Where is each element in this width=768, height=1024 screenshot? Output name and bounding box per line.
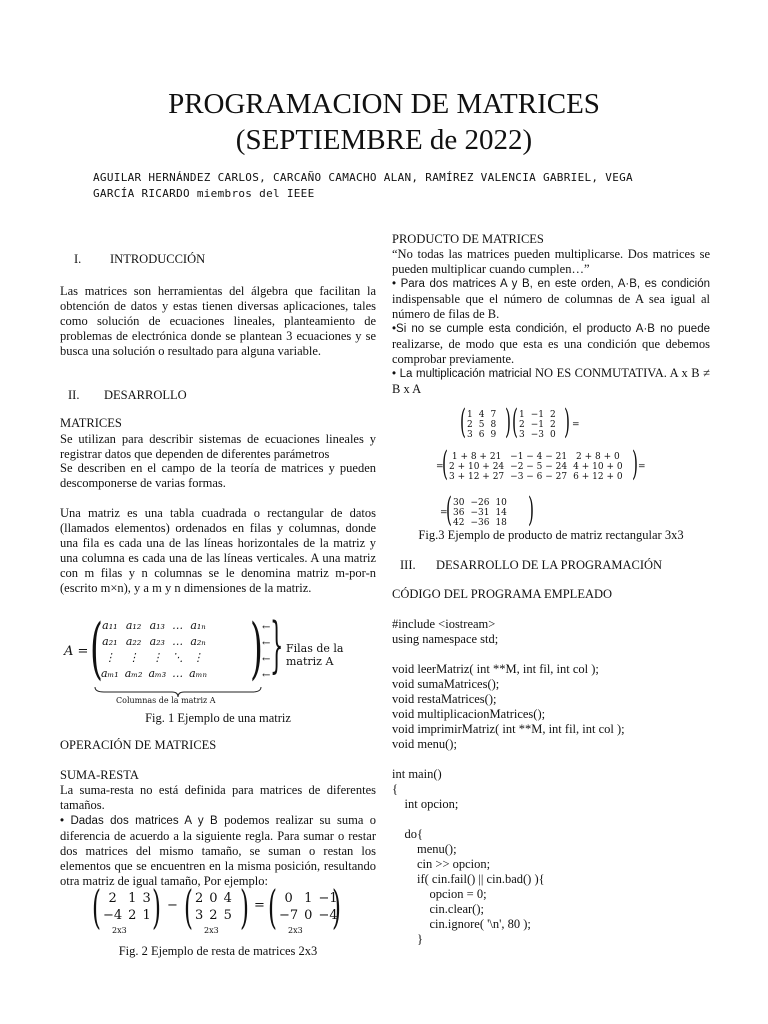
matrix-cell: 8 bbox=[490, 420, 497, 430]
paper-title bbox=[0, 86, 768, 158]
authors-line-2: GARCÍA RICARDO miembros del IEEE bbox=[93, 187, 315, 200]
matrix-row bbox=[100, 890, 154, 907]
section-title: DESARROLLO bbox=[104, 388, 187, 402]
matrix-cell: −4 bbox=[103, 908, 123, 923]
code-listing bbox=[392, 617, 710, 947]
suma-resta-bullet bbox=[60, 813, 376, 889]
matrix-cell: −26 bbox=[470, 498, 490, 508]
code-line: void menu(); bbox=[392, 737, 457, 751]
code-line: cin.clear(); bbox=[392, 902, 484, 916]
left-paren: ( bbox=[184, 880, 193, 934]
matrix-cell: 9 bbox=[490, 430, 497, 440]
section-heading-introduccion bbox=[74, 252, 205, 267]
matrix-cell: −3 bbox=[530, 430, 545, 440]
matrix-cell: 18 bbox=[495, 518, 507, 528]
figure-2-caption: Fig. 2 Ejemplo de resta de matrices 2x3 bbox=[118, 944, 318, 958]
matrix-row bbox=[98, 618, 210, 634]
matrices-paragraph-3: Una matriz es una tabla cuadrada o rectangular de datos (llamados elementos) ordenados en filas y columnas, donde una fila es cada una de las líneas horizontales de la matriz y una columna es cada una de las líneas verticales. A una matriz con m filas y n columnas se le denomina matriz m-por-n (escrito m×n), y a m y n dimensiones de la matriz. bbox=[60, 506, 376, 595]
code-line: using namespace std; bbox=[392, 632, 499, 646]
matrix-row bbox=[450, 518, 510, 528]
matrix-row bbox=[98, 666, 210, 682]
equals-sign: = bbox=[638, 462, 646, 472]
matrix-cell: 2 bbox=[519, 420, 525, 430]
matrix-cell: ⋮ bbox=[104, 651, 116, 664]
matrix-cell: ⋱ bbox=[172, 651, 184, 664]
matrix-cell: 4 + 10 + 0 bbox=[573, 462, 623, 472]
bullet-lead: • La multiplicación matricial bbox=[392, 368, 535, 380]
expansion-matrix bbox=[446, 452, 626, 482]
matrix-cell: 10 bbox=[495, 498, 507, 508]
matrix-cell: 6 bbox=[478, 430, 485, 440]
left-paren: ( bbox=[268, 880, 277, 934]
matrix-row bbox=[98, 634, 210, 650]
bullet-lead: • Dadas dos matrices A y B bbox=[60, 815, 225, 827]
matrix-cell: 2 bbox=[108, 891, 117, 906]
matrix-cell: 5 bbox=[223, 908, 232, 923]
left-paren: ( bbox=[442, 444, 448, 484]
code-line bbox=[392, 647, 710, 662]
matrix-cell: a₂₁ bbox=[102, 635, 118, 648]
matrix-cell: ⋮ bbox=[192, 651, 204, 664]
code-line: #include <iostream> bbox=[392, 617, 496, 631]
figure-1-caption: Fig. 1 Ejemplo de una matriz bbox=[145, 711, 291, 725]
matrix-cell: 3 bbox=[142, 891, 151, 906]
left-paren: ( bbox=[460, 402, 466, 442]
matrix-cell: a₁₃ bbox=[149, 619, 165, 632]
matrix-cell: 4 bbox=[478, 410, 485, 420]
matrix-cell: 3 bbox=[467, 430, 473, 440]
bullet-lead: • Para dos matrices A y B, en este orden, A·B, es condición bbox=[392, 278, 710, 290]
matrix-cell: −31 bbox=[470, 508, 490, 518]
matrix-cell: a₁₁ bbox=[102, 619, 118, 632]
rows-label: Filas de la matriz A bbox=[286, 642, 344, 668]
matrix-cell: a₂₃ bbox=[149, 635, 165, 648]
matrix-row bbox=[446, 472, 626, 482]
section-number: III. bbox=[400, 558, 416, 572]
product-bullet-3 bbox=[392, 366, 710, 397]
matrix-cell: 2 bbox=[467, 420, 473, 430]
code-line: void multiplicacionMatrices(); bbox=[392, 707, 546, 721]
matrix-a-label: A = bbox=[64, 644, 89, 659]
code-line: do{ bbox=[392, 827, 423, 841]
matrix-cell: −36 bbox=[470, 518, 490, 528]
matrix-cell: 1 bbox=[128, 891, 137, 906]
row-arrows: ← ← ← ← bbox=[262, 622, 271, 681]
matrix-cell: 2 bbox=[550, 420, 556, 430]
matrix-row bbox=[464, 430, 499, 440]
matrix-row bbox=[446, 452, 626, 462]
left-paren: ( bbox=[92, 880, 101, 934]
suma-resta-paragraph: La suma-resta no está definida para matrices de diferentes tamaños. bbox=[60, 783, 376, 812]
matrix-row bbox=[464, 410, 499, 420]
matrix-1 bbox=[100, 890, 154, 924]
matrix-2 bbox=[192, 890, 235, 924]
matrix-b bbox=[516, 410, 559, 440]
left-paren: ( bbox=[90, 610, 103, 687]
code-line: menu(); bbox=[392, 842, 457, 856]
bullet-lead: •Si no se cumple esta condición, el producto A·B no puede bbox=[392, 323, 710, 335]
right-paren: ) bbox=[528, 490, 534, 530]
right-paren: ) bbox=[632, 444, 638, 484]
section-heading-programacion bbox=[400, 558, 662, 573]
matrix-cell: 4 bbox=[223, 891, 232, 906]
matrix-cell: 0 bbox=[209, 891, 218, 906]
matrix-cell: 1 + 8 + 21 bbox=[451, 452, 502, 462]
matrix-cell: 2 bbox=[550, 410, 556, 420]
title-line-1: PROGRAMACION DE MATRICES bbox=[168, 88, 600, 120]
section-number: II. bbox=[68, 388, 80, 402]
code-line: void imprimirMatriz( int **M, int fil, int col ); bbox=[392, 722, 625, 736]
matrix-cell: 0 bbox=[284, 891, 293, 906]
dimension-label: 2x3 bbox=[204, 926, 219, 935]
bullet-body: indispensable que el número de columnas de A sea igual al número de filas de B. bbox=[392, 292, 710, 321]
matrix-row bbox=[450, 508, 510, 518]
matrix-cell: 6 + 12 + 0 bbox=[573, 472, 623, 482]
title-line-2: (SEPTIEMBRE de 2022) bbox=[235, 124, 533, 156]
matrix-cell: a₁₂ bbox=[125, 619, 142, 632]
matrix-cell: aₘ₁ bbox=[101, 667, 119, 680]
product-heading: PRODUCTO DE MATRICES bbox=[392, 232, 544, 246]
matrix-row bbox=[192, 907, 235, 924]
matrix-cell: aₘ₂ bbox=[124, 667, 143, 680]
minus-operator: − bbox=[167, 898, 178, 913]
matrix-cell: aₘ₃ bbox=[148, 667, 167, 680]
matrices-paragraph-1: Se utilizan para describir sistemas de ecuaciones lineales y registrar datos que dependen de diferentes parámetros bbox=[60, 432, 376, 461]
figure-1-general-matrix bbox=[64, 610, 364, 708]
code-line: int main() bbox=[392, 767, 442, 781]
matrix-cell: a₂ₙ bbox=[190, 635, 206, 648]
code-line: int opcion; bbox=[392, 797, 459, 811]
author-list bbox=[93, 170, 693, 202]
dimension-label: 2x3 bbox=[288, 926, 303, 935]
right-paren: ) bbox=[332, 880, 341, 934]
code-heading: CÓDIGO DEL PROGRAMA EMPLEADO bbox=[392, 587, 613, 601]
matrix-cell: −2 − 5 − 24 bbox=[510, 462, 568, 472]
code-line: if( cin.fail() || cin.bad() ){ bbox=[392, 872, 545, 886]
equals-sign: = bbox=[254, 898, 265, 913]
matrix-cell: −4 bbox=[318, 908, 338, 923]
dimension-label: 2x3 bbox=[112, 926, 127, 935]
matrix-cell: 3 bbox=[519, 430, 525, 440]
matrix-cell: −1 − 4 − 21 bbox=[510, 452, 568, 462]
matrix-row bbox=[516, 430, 559, 440]
code-line: opcion = 0; bbox=[392, 887, 487, 901]
matrix-cell: 3 + 12 + 27 bbox=[449, 472, 505, 482]
intro-paragraph: Las matrices son herramientas del álgebra que facilitan la obtención de datos y estas tienen diversas aplicaciones, tales como solución de ecuaciones lineales, planteamiento de problemas de electrónica donde se plantean 3 ecuaciones y se busca una solución o resultado para alguna variable. bbox=[60, 284, 376, 358]
figure-3-factors bbox=[460, 402, 660, 442]
figure-3-result bbox=[440, 490, 560, 530]
code-line: cin >> opcion; bbox=[392, 857, 491, 871]
matrix-cell: 2 + 8 + 0 bbox=[576, 452, 620, 462]
bullet-body: podemos realizar su suma o diferencia de acuerdo a la siguiente regla. Para sumar o restar dos matrices del mismo tamaño, se suman o restan los elementos que se encuentren en la misma posición, resultando otra matriz de igual tamaño, Por ejemplo: bbox=[60, 813, 376, 888]
authors-line-1: AGUILAR HERNÁNDEZ CARLOS, CARCAÑO CAMACHO ALAN, RAMÍREZ VALENCIA GABRIEL, VEGA bbox=[93, 171, 633, 184]
matrix-cell: 0 bbox=[304, 908, 313, 923]
matrix-cell: 3 bbox=[195, 908, 204, 923]
left-paren: ( bbox=[512, 402, 518, 442]
figure-3-expansion bbox=[436, 444, 676, 486]
matrix-cell: −1 bbox=[530, 420, 545, 430]
matrix-cell: 2 bbox=[209, 908, 218, 923]
equals-sign: = bbox=[436, 462, 444, 472]
code-line: cin.ignore( '\n', 80 ); bbox=[392, 917, 531, 931]
code-line: } bbox=[392, 932, 423, 946]
matrix-row bbox=[276, 890, 341, 907]
matrix-row bbox=[516, 420, 559, 430]
right-paren: ) bbox=[250, 610, 263, 687]
matrix-row bbox=[450, 498, 510, 508]
matrix-cell: 2 bbox=[128, 908, 137, 923]
matrix-cell: 42 bbox=[453, 518, 465, 528]
product-quote: “No todas las matrices pueden multiplicarse. Dos matrices se pueden multiplicar cuando cumplen…” bbox=[392, 247, 710, 276]
matrix-row bbox=[100, 907, 154, 924]
matrix-cell: −1 bbox=[318, 891, 338, 906]
code-line: void restaMatrices(); bbox=[392, 692, 497, 706]
code-line bbox=[392, 812, 710, 827]
matrix-cell: ⋮ bbox=[151, 651, 163, 664]
general-matrix bbox=[98, 618, 210, 682]
right-paren: ) bbox=[505, 402, 511, 442]
section-heading-desarrollo bbox=[68, 388, 187, 403]
matrix-row bbox=[446, 462, 626, 472]
bullet-body: NO ES CONMUTATIVA. A x B ≠ B x A bbox=[392, 366, 710, 396]
matrix-result bbox=[276, 890, 341, 924]
code-line: void leerMatriz( int **M, int fil, int col ); bbox=[392, 662, 599, 676]
matrix-cell: −3 − 6 − 27 bbox=[510, 472, 568, 482]
matrix-cell: 0 bbox=[550, 430, 556, 440]
matrix-cell: 14 bbox=[495, 508, 507, 518]
matrix-cell: … bbox=[172, 619, 184, 632]
matrix-cell: aₘₙ bbox=[189, 667, 207, 680]
matrix-row bbox=[464, 420, 499, 430]
figure-2-subtraction bbox=[92, 880, 352, 936]
code-line: { bbox=[392, 782, 398, 796]
matrices-paragraph-2: Se describen en el campo de la teoría de matrices y pueden descomponerse de varias formas. bbox=[60, 461, 376, 490]
section-title: DESARROLLO DE LA PROGRAMACIÓN bbox=[436, 558, 663, 572]
matrix-cell: a₂₂ bbox=[125, 635, 142, 648]
matrix-row bbox=[276, 907, 341, 924]
matrix-cell: 1 bbox=[142, 908, 151, 923]
matrix-cell: 1 bbox=[467, 410, 473, 420]
matrix-cell: 1 bbox=[519, 410, 525, 420]
matrix-cell: a₁ₙ bbox=[190, 619, 206, 632]
equals-sign: = bbox=[440, 508, 448, 518]
suma-resta-heading: SUMA-RESTA bbox=[60, 768, 139, 782]
figure-3-caption: Fig.3 Ejemplo de producto de matriz rectangular 3x3 bbox=[418, 528, 684, 542]
matrix-cell: 7 bbox=[490, 410, 497, 420]
product-bullet-2 bbox=[392, 321, 710, 367]
matrix-cell: 1 bbox=[304, 891, 313, 906]
matrices-heading: MATRICES bbox=[60, 416, 122, 430]
code-line: void sumaMatrices(); bbox=[392, 677, 500, 691]
section-title: INTRODUCCIÓN bbox=[110, 252, 206, 266]
right-paren: ) bbox=[240, 880, 249, 934]
product-bullet-1 bbox=[392, 276, 710, 322]
columns-label: Columnas de la matriz A bbox=[116, 696, 216, 705]
rows-brace: } bbox=[270, 610, 284, 680]
operation-heading: OPERACIÓN DE MATRICES bbox=[60, 738, 217, 752]
matrix-cell: 36 bbox=[453, 508, 465, 518]
matrix-cell: −7 bbox=[279, 908, 299, 923]
matrix-cell: 30 bbox=[453, 498, 465, 508]
right-paren: ) bbox=[152, 880, 161, 934]
matrix-cell: … bbox=[172, 635, 184, 648]
result-matrix bbox=[450, 498, 510, 528]
matrix-cell: … bbox=[172, 667, 184, 680]
bullet-body: realizarse, de modo que esta es una condición que debemos comprobar previamente. bbox=[392, 337, 710, 366]
matrix-cell: 2 + 10 + 24 bbox=[449, 462, 505, 472]
equals-sign: = bbox=[572, 420, 580, 430]
matrix-cell: ⋮ bbox=[128, 651, 140, 664]
matrix-cell: −1 bbox=[530, 410, 545, 420]
matrix-cell: 5 bbox=[478, 420, 485, 430]
matrix-row bbox=[192, 890, 235, 907]
matrix-a bbox=[464, 410, 499, 440]
matrix-row bbox=[98, 650, 210, 666]
matrix-cell: 2 bbox=[195, 891, 204, 906]
section-number: I. bbox=[74, 252, 82, 266]
matrix-row bbox=[516, 410, 559, 420]
left-paren: ( bbox=[446, 490, 452, 530]
code-line bbox=[392, 752, 710, 767]
right-paren: ) bbox=[564, 402, 570, 442]
